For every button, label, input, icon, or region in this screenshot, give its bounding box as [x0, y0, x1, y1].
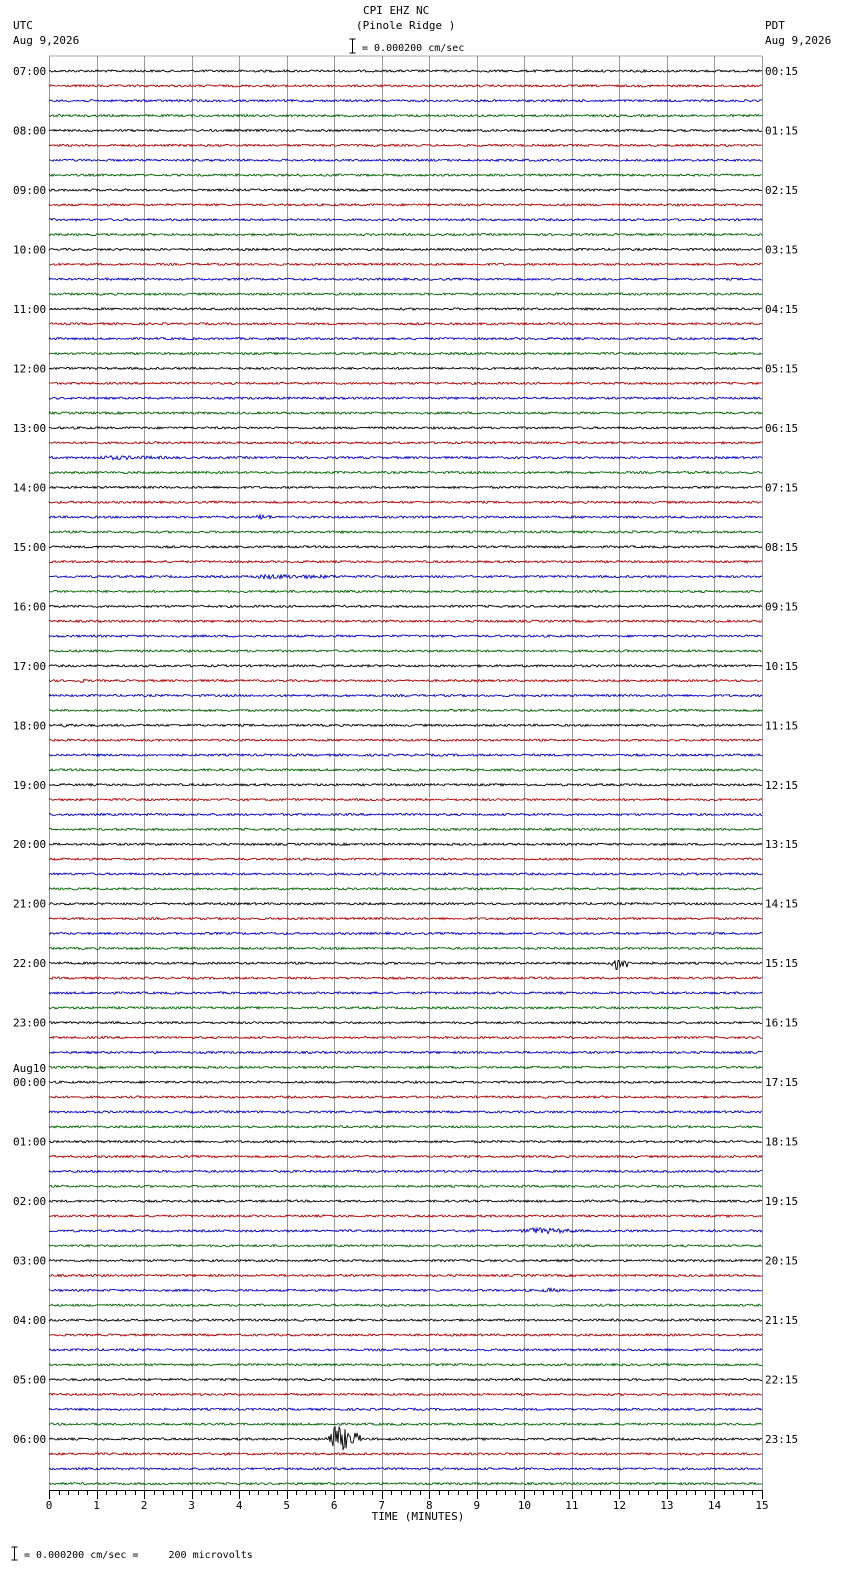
trace-51	[49, 828, 762, 830]
trace-93	[49, 1453, 762, 1455]
trace-16	[49, 308, 762, 310]
right-timezone: PDT	[765, 19, 785, 32]
utc-hour-label: 00:00	[13, 1076, 47, 1090]
trace-49	[49, 799, 762, 801]
trace-13	[49, 263, 762, 265]
x-axis-label: TIME (MINUTES)	[371, 1510, 465, 1523]
trace-2	[49, 100, 762, 102]
utc-hour-label: 13:00	[13, 421, 47, 435]
utc-hour-label: 12:00	[13, 362, 47, 376]
trace-84	[49, 1319, 762, 1321]
utc-hour-label: 17:00	[13, 659, 47, 673]
trace-54	[49, 873, 762, 875]
trace-45	[49, 739, 762, 741]
trace-12	[49, 248, 762, 250]
trace-24	[49, 427, 762, 429]
trace-0	[49, 70, 762, 72]
trace-77	[49, 1215, 762, 1217]
trace-58	[49, 932, 762, 934]
trace-63	[49, 1007, 762, 1009]
x-tick-label: 3	[188, 1499, 195, 1512]
trace-22	[49, 397, 762, 399]
trace-27	[49, 471, 762, 473]
seismic-traces	[49, 70, 762, 1485]
pdt-hour-label: 04:15	[765, 302, 799, 316]
trace-72	[49, 1141, 762, 1143]
pdt-hour-label: 19:15	[765, 1195, 799, 1209]
x-tick-label: 11	[565, 1499, 579, 1512]
trace-92	[49, 1427, 762, 1450]
utc-hour-label: 06:00	[13, 1433, 47, 1447]
left-timezone: UTC	[13, 19, 33, 32]
trace-8	[49, 189, 762, 191]
trace-46	[49, 754, 762, 756]
utc-hour-label: 18:00	[13, 719, 47, 733]
trace-67	[49, 1066, 762, 1068]
x-tick-label: 5	[283, 1499, 290, 1512]
utc-hour-label: 11:00	[13, 302, 47, 316]
trace-37	[49, 620, 762, 622]
trace-21	[49, 382, 762, 384]
trace-33	[49, 561, 762, 563]
trace-86	[49, 1349, 762, 1351]
trace-83	[49, 1304, 762, 1306]
trace-47	[49, 769, 762, 771]
trace-87	[49, 1364, 762, 1366]
utc-hour-label: 08:00	[13, 124, 47, 138]
trace-69	[49, 1096, 762, 1098]
pdt-hour-label: 12:15	[765, 778, 799, 792]
trace-6	[49, 159, 762, 161]
x-tick-label: 14	[707, 1499, 722, 1512]
trace-15	[49, 293, 762, 295]
utc-hour-label: 19:00	[13, 778, 47, 792]
trace-81	[49, 1274, 762, 1276]
x-tick-label: 8	[425, 1499, 433, 1512]
pdt-hour-label: 22:15	[765, 1373, 799, 1387]
trace-30	[49, 515, 762, 519]
pdt-hour-label: 06:15	[765, 421, 799, 435]
trace-34	[49, 574, 762, 579]
x-tick-label: 9	[473, 1499, 481, 1512]
x-tick-label: 6	[330, 1499, 338, 1512]
trace-48	[49, 784, 762, 786]
trace-71	[49, 1126, 762, 1128]
trace-26	[49, 456, 762, 460]
trace-56	[49, 903, 762, 905]
right-date: Aug 9,2026	[765, 34, 832, 47]
pdt-hour-label: 21:15	[765, 1314, 799, 1328]
trace-25	[49, 442, 762, 444]
station-title: CPI EHZ NC	[363, 4, 430, 17]
pdt-hour-label: 03:15	[765, 243, 799, 257]
trace-91	[49, 1423, 762, 1425]
trace-20	[49, 367, 762, 369]
trace-19	[49, 352, 762, 354]
trace-11	[49, 234, 762, 236]
trace-74	[49, 1170, 762, 1172]
trace-89	[49, 1393, 762, 1395]
trace-60	[49, 960, 762, 969]
pdt-hour-label: 10:15	[765, 659, 799, 673]
utc-hour-label: 05:00	[13, 1373, 47, 1387]
trace-17	[49, 323, 762, 325]
x-tick-label: 15	[755, 1499, 769, 1512]
trace-3	[49, 115, 762, 117]
pdt-hour-label: 13:15	[765, 838, 799, 852]
pdt-hour-label: 08:15	[765, 540, 799, 554]
station-location: (Pinole Ridge )	[356, 19, 456, 32]
trace-31	[49, 531, 762, 533]
utc-hour-label: 04:00	[13, 1314, 47, 1328]
trace-59	[49, 947, 762, 949]
left-date: Aug 9,2026	[13, 34, 80, 47]
trace-82	[49, 1288, 762, 1292]
x-tick-label: 1	[93, 1499, 100, 1512]
utc-hour-label: 02:00	[13, 1195, 47, 1209]
trace-78	[49, 1228, 762, 1234]
trace-42	[49, 694, 762, 696]
trace-55	[49, 888, 762, 890]
utc-hour-label: 16:00	[13, 600, 47, 614]
pdt-hour-label: 14:15	[765, 897, 799, 911]
trace-65	[49, 1037, 762, 1039]
pdt-hour-label: 15:15	[765, 957, 799, 971]
trace-80	[49, 1260, 762, 1262]
utc-hour-label: 14:00	[13, 481, 47, 495]
pdt-hour-label: 05:15	[765, 362, 799, 376]
pdt-hour-label: 00:15	[765, 65, 799, 78]
header-scale-text: = 0.000200 cm/sec	[362, 43, 465, 54]
x-tick-label: 4	[235, 1499, 243, 1512]
pdt-hour-label: 07:15	[765, 481, 799, 495]
trace-75	[49, 1185, 762, 1187]
pdt-hour-label: 01:15	[765, 124, 799, 138]
trace-14	[49, 278, 762, 280]
utc-hour-label: 21:00	[13, 897, 47, 911]
trace-76	[49, 1200, 762, 1202]
trace-5	[49, 144, 762, 146]
pdt-hour-label: 23:15	[765, 1433, 799, 1447]
x-tick-label: 13	[660, 1499, 674, 1512]
trace-85	[49, 1334, 762, 1336]
trace-88	[49, 1379, 762, 1381]
trace-36	[49, 605, 762, 607]
trace-66	[49, 1051, 762, 1053]
utc-hour-label: 20:00	[13, 838, 47, 852]
x-tick-label: 12	[612, 1499, 627, 1512]
trace-44	[49, 724, 762, 727]
date-change-label: Aug10	[13, 1062, 47, 1076]
time-axis	[46, 1490, 769, 1512]
pdt-hour-label: 17:15	[765, 1076, 799, 1090]
pdt-hour-label: 18:15	[765, 1135, 799, 1149]
utc-hour-label: 03:00	[13, 1254, 47, 1268]
trace-40	[49, 665, 762, 667]
trace-4	[49, 129, 762, 131]
trace-61	[49, 977, 762, 979]
trace-43	[49, 709, 762, 711]
trace-10	[49, 219, 762, 221]
trace-79	[49, 1245, 762, 1247]
x-tick-label: 10	[517, 1499, 531, 1512]
trace-7	[49, 174, 762, 176]
trace-35	[49, 590, 762, 592]
trace-23	[49, 412, 762, 414]
trace-95	[49, 1483, 762, 1485]
utc-hour-label: 01:00	[13, 1135, 47, 1149]
utc-hour-label: 15:00	[13, 540, 47, 554]
pdt-hour-label: 16:15	[765, 1016, 799, 1030]
trace-29	[49, 501, 762, 503]
trace-9	[49, 204, 762, 206]
trace-18	[49, 338, 762, 340]
trace-62	[49, 992, 762, 994]
utc-hour-label: 23:00	[13, 1016, 47, 1030]
utc-hour-label: 09:00	[13, 183, 47, 197]
pdt-hour-label: 09:15	[765, 600, 799, 614]
pdt-hour-label: 20:15	[765, 1254, 799, 1268]
trace-41	[49, 679, 762, 682]
trace-52	[49, 843, 762, 845]
x-tick-label: 2	[140, 1499, 148, 1512]
trace-39	[49, 650, 762, 652]
trace-32	[49, 546, 762, 548]
trace-64	[49, 1022, 762, 1024]
utc-hour-label: 07:00	[13, 65, 47, 78]
trace-70	[49, 1111, 762, 1113]
trace-50	[49, 813, 762, 815]
trace-57	[49, 918, 762, 920]
trace-1	[49, 85, 762, 87]
utc-hour-label: 10:00	[13, 243, 47, 257]
trace-53	[49, 858, 762, 860]
trace-73	[49, 1155, 762, 1157]
x-tick-label: 0	[45, 1499, 53, 1512]
x-tick-label: 7	[378, 1499, 386, 1512]
pdt-hour-label: 02:15	[765, 183, 799, 197]
footer-scale-text: = 0.000200 cm/sec = 200 microvolts	[24, 1550, 253, 1561]
trace-68	[49, 1081, 762, 1083]
pdt-hour-label: 11:15	[765, 719, 799, 733]
utc-hour-label: 22:00	[13, 957, 47, 971]
trace-38	[49, 635, 762, 637]
trace-94	[49, 1468, 762, 1470]
trace-28	[49, 486, 762, 488]
trace-90	[49, 1408, 762, 1410]
